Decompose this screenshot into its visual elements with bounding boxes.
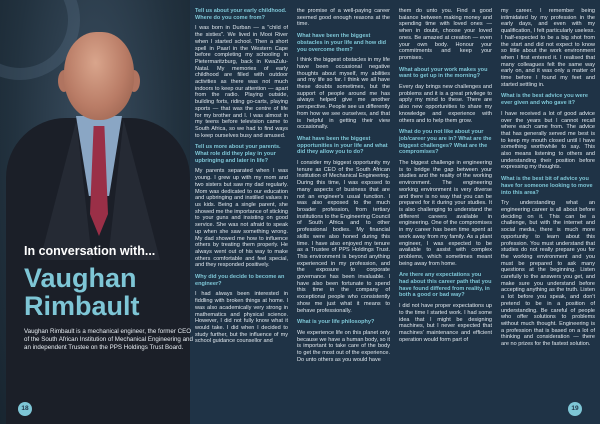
interview-answer: I have received a lot of good advice over the years but I cannot recall where each came from. The advice that has generally served me best is to keep my mouth closed until I have something worthwhile to say. This also means listening to others and understanding their position before expressing my thoughts.: [501, 110, 595, 171]
interview-answer: We experience life on this planet only because we have a human body, so it is important to take care of the body to get the most out of the experience. Do unto others as you would have: [297, 329, 390, 363]
interview-question: Why did you decide to become an engineer?: [195, 274, 285, 287]
interview-answer: I did not have proper expectations up to the time I started work. I had some idea that I might be designing machines, but I never expected that machines' maintenance and efficient operation would form part of: [399, 303, 492, 343]
text-column-4: [501, 8, 595, 418]
interview-question: Tell us about your early childhood. Where do you come from?: [195, 8, 287, 21]
interview-answer: them do unto you. Find a good balance between making money and spending time with loved ones — when in doubt, choose your loved ones. Be amazed at creation — even your own body. Honour your commitments and keep your promises.: [399, 8, 492, 61]
name-last: Rimbault: [24, 291, 140, 321]
interview-answer: Every day brings new challenges and problems and it is a great privilege to apply my mind to these. There are also new opportunities to share my knowledge and experience with others and to help them grow.: [399, 84, 492, 124]
interview-answer: I had always been interested in fiddling with broken things at home. I was also academically very strong in mathematics and physical science. However, I did not fully know what it would take. I did when I decided to study further, but the influence of my school guidance counsellor and: [195, 291, 288, 345]
interview-answer: my career. I remember being intimidated by my profession in the early days, and even with my qualification, I felt particularly useless. I half-expected to be a big shot from the start and did not expect to know so little about the work environment when I first entered it. I realised that many colleagues felt the same way early on, and it was only a matter of time before I found my feet and started settling in.: [501, 8, 595, 88]
portrait-photo: [0, 0, 190, 424]
name-first: Vaughan: [24, 263, 137, 293]
interview-question: What is the best advice you were ever given and who gave it?: [501, 93, 588, 107]
interview-answer: I was born in Durban — a "child of the sixties". We lived in Mooi River when I started school. Then a short spell in Paarl in the Western Cape before completing my schooling in Pietermaritzburg, back in KwaZulu-Natal. My memories of early childhood are filled with outdoor activities as there was not much indoors to keep our attention — apart from the radio. Playing outside, building forts, riding go-carts, playing sports — that was the centre of life for my brother and I. I was almost in my teens before television came to South Africa, so we had to find ways to keep ourselves busy and amused.: [195, 25, 288, 139]
head-shape: [64, 32, 134, 120]
text-column-1: [195, 8, 288, 418]
interview-answer: Try understanding what an engineering career is all about before deciding on it. This can be a challenge, but with the internet and social media, there is much more opportunity to learn about this profession. You must understand that studies do not really prepare you for the working environment and you must be prepared to ask many questions at the beginning. Listen carefully to the answers you get, and make sure you understand before accepting anything as the truth. Listen a lot before you speak, and don't pretend to be in a position of understanding. Be careful of people who offer solutions to problems without much thought. Engineering is a profession that is based on a lot of thinking and consideration — there are no prizes for the fastest solution.: [501, 200, 595, 348]
interview-question: What have been the biggest opportunities in your life and what did they allow you to do?: [297, 135, 388, 156]
interview-question: What about your work makes you want to get up in the morning?: [399, 66, 488, 80]
interview-question: What is the best bit of advice you have for someone looking to move into this area?: [501, 176, 593, 196]
interview-answer: I consider my biggest opportunity my tenure as CEO of the South African Institution of Mechanical Engineering. During this time, I was exposed to many aspects of business that are not an engineer's usual function. I was also exposed to the much broader profession, from tertiary institutions to the Engineering Council of South Africa and to other professional bodies. My financial skills were also honed during this time. I have also enjoyed my tenure as a Trustee of PPS Holdings Trust. This environment is beyond anything experienced in my profession, and the exposure to corporate governance has been invaluable. I have also been fortunate to spend this time in the company of exceptional people who consistently show me just what it means to behave professionally.: [297, 160, 390, 314]
intro-blurb: Vaughan Rimbault is a mechanical engineer, the former CEO of the South African Institution of Mechanical Engineering and an independent Trustee on the PPS Holdings Trust Board.: [24, 328, 193, 351]
page-number-left: 18: [18, 402, 32, 416]
interview-question: What is your life philosophy?: [297, 319, 375, 326]
text-column-2: [297, 8, 390, 418]
interview-answer: My parents separated when I was young. I grew up with my mom and two sisters but saw my dad regularly. Mom was dedicated to our education and upbringing and instilled values in us kids. Being a single parent, she showed me the importance of sticking to your guns and insisting on good service. She was not afraid to speak up when she saw something wrong. My dad showed me how to influence others by treating them properly. He always went out of his way to make others comfortable and feel special, and they responded positively.: [195, 168, 288, 269]
interview-question: Are there any expectations you had about this career path that you have found differed from reality, in both a good or bad way?: [399, 272, 492, 299]
kicker-heading: In conversation with...: [24, 244, 156, 258]
page-number-right: 19: [568, 402, 582, 416]
interview-question: What have been the biggest obstacles in your life and how did you overcome them?: [297, 33, 387, 53]
interview-answer: The biggest challenge in engineering is to bridge the gap between your studies and the reality of the working environment. The engineering working environment is very diverse and there is no way that you can be prepared for it during your studies. It is also challenging to understand the different careers available in engineering. One of the compromises in my career has been time spent at work away from my family. As a plant engineer, I was expected to be available to assist with complex problems, which sometimes meant being away from home.: [399, 160, 492, 267]
text-column-3: [399, 8, 492, 418]
intro-block: [24, 244, 199, 352]
interviewee-name: [24, 264, 199, 320]
interview-question: What do you not like about your job/career you are in? What are the biggest challenges? What are the compromises?: [399, 129, 492, 156]
interview-answer: I think the biggest obstacles in my life have been occasional negative thoughts about myself, my abilities and my life so far. I think we all have these doubts sometimes, but the support of people around me has always helped give me another perspective. People see us differently from how we see ourselves, and that is helpful in getting their view occasionally.: [297, 57, 390, 131]
interview-answer: the promise of a well-paying career seemed good enough reasons at the time.: [297, 8, 390, 28]
interview-question: Tell us more about your parents. What role did they play in your upbringing and later in life?: [195, 144, 281, 164]
